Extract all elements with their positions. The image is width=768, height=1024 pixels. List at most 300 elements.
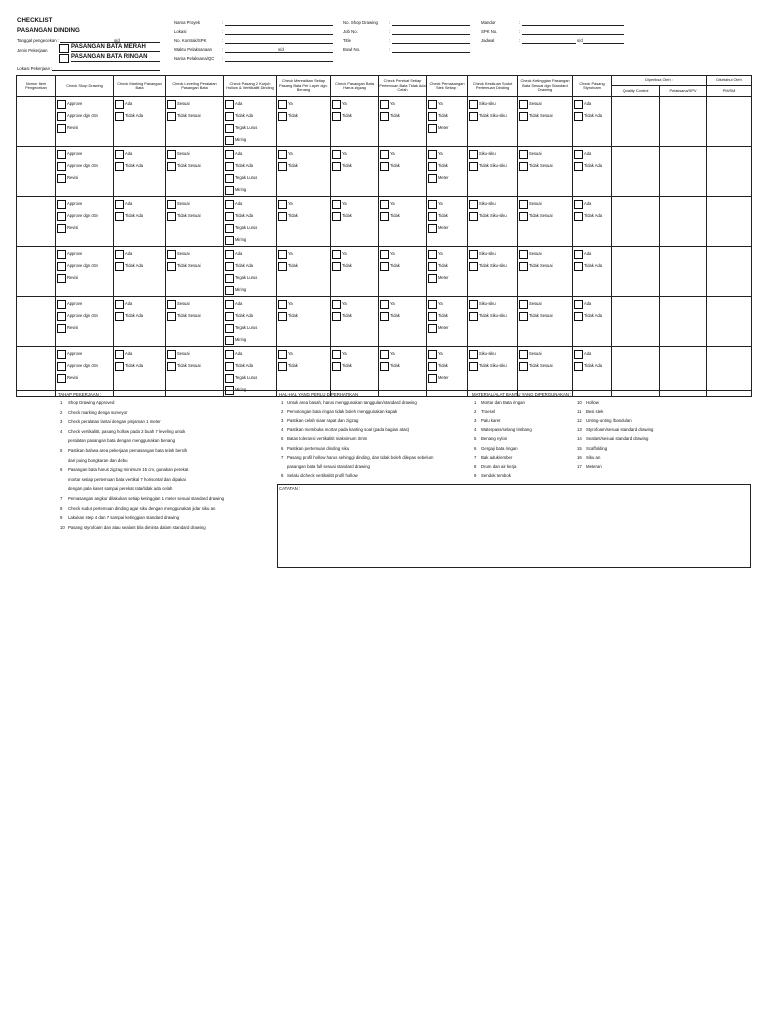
option-checkbox[interactable] bbox=[428, 300, 437, 309]
option-label: Tidak bbox=[438, 312, 448, 318]
option-checkbox[interactable] bbox=[574, 150, 583, 159]
option-checkbox[interactable] bbox=[519, 362, 528, 371]
option-checkbox[interactable] bbox=[167, 150, 176, 159]
option-checkbox[interactable] bbox=[115, 312, 124, 321]
option-checkbox[interactable] bbox=[469, 112, 478, 121]
option-checkbox[interactable] bbox=[225, 174, 234, 183]
option-checkbox[interactable] bbox=[225, 274, 234, 283]
option-checkbox[interactable] bbox=[428, 200, 437, 209]
option-checkbox[interactable] bbox=[57, 324, 66, 333]
signature-cell[interactable] bbox=[660, 147, 707, 197]
option-checkbox[interactable] bbox=[225, 212, 234, 221]
option-checkbox[interactable] bbox=[519, 312, 528, 321]
option-checkbox[interactable] bbox=[332, 250, 341, 259]
option-checkbox[interactable] bbox=[574, 212, 583, 221]
signature-cell[interactable] bbox=[707, 297, 752, 347]
option-checkbox[interactable] bbox=[278, 212, 287, 221]
option-row bbox=[469, 360, 517, 372]
option-label: Tidak Sesuai bbox=[529, 212, 553, 218]
option-checkbox[interactable] bbox=[225, 286, 234, 295]
option-checkbox[interactable] bbox=[428, 362, 437, 371]
option-row bbox=[428, 348, 467, 360]
option-checkbox[interactable] bbox=[225, 162, 234, 171]
option-checkbox[interactable] bbox=[167, 250, 176, 259]
option-checkbox[interactable] bbox=[428, 312, 437, 321]
option-label: Ya bbox=[288, 350, 293, 356]
option-row bbox=[115, 110, 165, 122]
item-number-cell[interactable] bbox=[17, 247, 56, 297]
option-checkbox[interactable] bbox=[519, 262, 528, 271]
option-checkbox[interactable] bbox=[115, 362, 124, 371]
option-checkbox[interactable] bbox=[278, 250, 287, 259]
option-label: Tidak Ada bbox=[584, 262, 603, 268]
option-row bbox=[469, 260, 517, 272]
item-number-cell[interactable] bbox=[17, 197, 56, 247]
option-checkbox[interactable] bbox=[167, 312, 176, 321]
option-checkbox[interactable] bbox=[225, 150, 234, 159]
option-checkbox[interactable] bbox=[469, 362, 478, 371]
option-checkbox[interactable] bbox=[428, 324, 437, 333]
option-label: Ya bbox=[438, 200, 443, 206]
option-row bbox=[57, 98, 113, 110]
option-row bbox=[519, 360, 572, 372]
check-cell bbox=[427, 297, 468, 347]
option-checkbox[interactable] bbox=[57, 350, 66, 359]
table-row bbox=[17, 347, 752, 397]
option-checkbox[interactable] bbox=[278, 362, 287, 371]
option-checkbox[interactable] bbox=[469, 300, 478, 309]
check-cell bbox=[468, 297, 518, 347]
option-checkbox[interactable] bbox=[380, 100, 389, 109]
option-checkbox[interactable] bbox=[278, 350, 287, 359]
option-checkbox[interactable] bbox=[225, 224, 234, 233]
option-checkbox[interactable] bbox=[574, 362, 583, 371]
option-label: Approve dgn cttn bbox=[67, 212, 98, 218]
option-checkbox[interactable] bbox=[115, 200, 124, 209]
list-item-number: 1 bbox=[60, 400, 63, 405]
item-number-cell[interactable] bbox=[17, 347, 56, 397]
check-cell bbox=[224, 197, 277, 247]
option-label: Tidak Sesuai bbox=[177, 262, 201, 268]
option-row bbox=[225, 234, 276, 246]
check-cell bbox=[114, 297, 166, 347]
option-checkbox[interactable] bbox=[225, 100, 234, 109]
option-checkbox[interactable] bbox=[380, 362, 389, 371]
signature-cell[interactable] bbox=[660, 97, 707, 147]
item-number-cell[interactable] bbox=[17, 97, 56, 147]
option-checkbox[interactable] bbox=[225, 362, 234, 371]
option-label: Approve dgn cttn bbox=[67, 312, 98, 318]
option-label: Tidak bbox=[342, 262, 352, 268]
option-label: Sesuai bbox=[529, 100, 542, 106]
list-item-text: pasangan bata full sesuai standard drawing bbox=[287, 463, 370, 469]
option-checkbox[interactable] bbox=[332, 262, 341, 271]
option-checkbox[interactable] bbox=[57, 162, 66, 171]
option-row bbox=[332, 110, 378, 122]
option-checkbox[interactable] bbox=[380, 150, 389, 159]
option-label: Tidak bbox=[390, 312, 400, 318]
item-number-cell[interactable] bbox=[17, 147, 56, 197]
option-checkbox[interactable] bbox=[428, 174, 437, 183]
check-cell bbox=[277, 347, 331, 397]
option-checkbox[interactable] bbox=[519, 212, 528, 221]
option-checkbox[interactable] bbox=[167, 350, 176, 359]
doc-title-pasangan-dinding: PASANGAN DINDING bbox=[17, 27, 80, 34]
option-checkbox[interactable] bbox=[469, 212, 478, 221]
option-checkbox[interactable] bbox=[469, 150, 478, 159]
option-checkbox[interactable] bbox=[574, 300, 583, 309]
option-checkbox[interactable] bbox=[380, 162, 389, 171]
option-label: Ya bbox=[438, 250, 443, 256]
option-checkbox[interactable] bbox=[469, 162, 478, 171]
option-checkbox[interactable] bbox=[225, 300, 234, 309]
option-row bbox=[469, 298, 517, 310]
catatan-box[interactable] bbox=[277, 484, 751, 568]
nama-pelaksana-line[interactable] bbox=[225, 61, 333, 62]
option-checkbox[interactable] bbox=[115, 300, 124, 309]
signature-cell[interactable] bbox=[707, 247, 752, 297]
nama-proyek-line[interactable] bbox=[225, 25, 333, 26]
option-row bbox=[225, 248, 276, 260]
option-checkbox[interactable] bbox=[380, 350, 389, 359]
field-shop-drawing: No. Shop Drawing bbox=[343, 20, 378, 25]
option-checkbox[interactable] bbox=[519, 350, 528, 359]
option-checkbox[interactable] bbox=[428, 350, 437, 359]
option-checkbox[interactable] bbox=[57, 150, 66, 159]
option-checkbox[interactable] bbox=[574, 112, 583, 121]
option-checkbox[interactable] bbox=[428, 162, 437, 171]
colon: : bbox=[389, 29, 391, 34]
list-item-text: Selalu dicheck vertikalitit profil hollow bbox=[287, 472, 358, 478]
option-label: Tidak Siku-siku bbox=[479, 262, 507, 268]
option-checkbox[interactable] bbox=[225, 136, 234, 145]
signature-cell[interactable] bbox=[660, 247, 707, 297]
option-checkbox[interactable] bbox=[278, 162, 287, 171]
option-checkbox[interactable] bbox=[115, 212, 124, 221]
option-checkbox[interactable] bbox=[167, 362, 176, 371]
option-checkbox[interactable] bbox=[225, 336, 234, 345]
option-row bbox=[225, 110, 276, 122]
option-label: Tidak Sesuai bbox=[177, 162, 201, 168]
option-label: Ya bbox=[288, 150, 293, 156]
mandor-line[interactable] bbox=[522, 25, 624, 26]
list-item-number: 8 bbox=[281, 472, 284, 478]
option-checkbox[interactable] bbox=[428, 100, 437, 109]
list-item-number: 17 bbox=[577, 463, 582, 469]
option-row bbox=[332, 248, 378, 260]
option-checkbox[interactable] bbox=[428, 250, 437, 259]
option-checkbox[interactable] bbox=[428, 374, 437, 383]
shop-drawing-line[interactable] bbox=[392, 25, 470, 26]
option-checkbox[interactable] bbox=[519, 150, 528, 159]
option-label: Miring bbox=[235, 186, 247, 192]
option-checkbox[interactable] bbox=[167, 300, 176, 309]
option-checkbox[interactable] bbox=[115, 350, 124, 359]
option-checkbox[interactable] bbox=[225, 324, 234, 333]
option-checkbox[interactable] bbox=[332, 200, 341, 209]
option-checkbox[interactable] bbox=[167, 212, 176, 221]
option-row bbox=[167, 148, 223, 160]
waktu-sd: s/d bbox=[278, 47, 284, 52]
option-label: Miring bbox=[235, 286, 247, 292]
jadwal-end-line[interactable] bbox=[583, 43, 624, 44]
option-label: Ya bbox=[342, 250, 347, 256]
catatan-label: CATATAN : bbox=[279, 486, 301, 491]
list-item-text: Pastikan membuka mortar pada kanting soal (pada bagian atas) bbox=[287, 427, 410, 433]
option-label: Tidak bbox=[438, 362, 448, 368]
option-label: Tidak Sesuai bbox=[529, 162, 553, 168]
option-checkbox[interactable] bbox=[225, 350, 234, 359]
lokasi-line[interactable] bbox=[225, 34, 333, 35]
option-checkbox[interactable] bbox=[332, 362, 341, 371]
option-checkbox[interactable] bbox=[574, 312, 583, 321]
option-checkbox[interactable] bbox=[519, 300, 528, 309]
option-label: Ya bbox=[390, 100, 395, 106]
option-row bbox=[57, 272, 113, 284]
option-checkbox[interactable] bbox=[225, 200, 234, 209]
option-checkbox[interactable] bbox=[469, 200, 478, 209]
option-checkbox[interactable] bbox=[167, 200, 176, 209]
option-checkbox[interactable] bbox=[380, 212, 389, 221]
option-checkbox[interactable] bbox=[519, 100, 528, 109]
option-checkbox[interactable] bbox=[57, 174, 66, 183]
option-checkbox[interactable] bbox=[332, 162, 341, 171]
option-label: Meter bbox=[438, 274, 449, 280]
option-checkbox[interactable] bbox=[115, 162, 124, 171]
option-label: Sesuai bbox=[177, 250, 190, 256]
option-checkbox[interactable] bbox=[574, 262, 583, 271]
option-checkbox[interactable] bbox=[519, 162, 528, 171]
option-checkbox[interactable] bbox=[469, 262, 478, 271]
option-checkbox[interactable] bbox=[57, 274, 66, 283]
option-checkbox[interactable] bbox=[519, 200, 528, 209]
item-number-cell[interactable] bbox=[17, 297, 56, 347]
signature-cell[interactable] bbox=[612, 97, 660, 147]
option-row bbox=[167, 110, 223, 122]
option-checkbox[interactable] bbox=[428, 150, 437, 159]
field-spk-no: SPK No. bbox=[481, 29, 498, 34]
option-checkbox[interactable] bbox=[428, 274, 437, 283]
option-checkbox[interactable] bbox=[225, 112, 234, 121]
option-checkbox[interactable] bbox=[278, 200, 287, 209]
option-checkbox[interactable] bbox=[57, 312, 66, 321]
spk-no-line[interactable] bbox=[522, 34, 624, 35]
option-checkbox[interactable] bbox=[332, 112, 341, 121]
option-checkbox[interactable] bbox=[57, 212, 66, 221]
field-lokasi: Lokasi bbox=[174, 29, 187, 34]
jenis-bata-merah-checkbox[interactable] bbox=[59, 44, 69, 53]
kontrak-line[interactable] bbox=[225, 43, 333, 44]
option-row bbox=[574, 148, 611, 160]
header-stek: Check Pemasangan Stek Setiap : bbox=[427, 76, 468, 97]
option-checkbox[interactable] bbox=[57, 124, 66, 133]
option-checkbox[interactable] bbox=[380, 250, 389, 259]
list-item-number: 9 bbox=[60, 515, 63, 521]
signature-cell[interactable] bbox=[707, 147, 752, 197]
option-checkbox[interactable] bbox=[574, 200, 583, 209]
option-checkbox[interactable] bbox=[380, 300, 389, 309]
option-row bbox=[332, 260, 378, 272]
signature-cell[interactable] bbox=[660, 297, 707, 347]
signature-cell[interactable] bbox=[660, 347, 707, 397]
check-cell bbox=[331, 297, 379, 347]
option-checkbox[interactable] bbox=[332, 350, 341, 359]
option-checkbox[interactable] bbox=[469, 100, 478, 109]
option-label: Tidak Sesuai bbox=[177, 112, 201, 118]
signature-cell[interactable] bbox=[612, 247, 660, 297]
option-checkbox[interactable] bbox=[428, 262, 437, 271]
option-label: Tidak Ada bbox=[125, 262, 144, 268]
signature-cell[interactable] bbox=[612, 197, 660, 247]
option-checkbox[interactable] bbox=[115, 112, 124, 121]
check-cell bbox=[56, 347, 114, 397]
option-checkbox[interactable] bbox=[380, 112, 389, 121]
list-item-text: Gergaji bata ringan bbox=[481, 445, 518, 451]
header-hollow: Check Pasang 2 Kurjuh Hollow & Verttikalitt Dinding bbox=[224, 76, 277, 97]
option-checkbox[interactable] bbox=[519, 112, 528, 121]
option-checkbox[interactable] bbox=[167, 112, 176, 121]
option-checkbox[interactable] bbox=[167, 100, 176, 109]
option-checkbox[interactable] bbox=[278, 100, 287, 109]
option-checkbox[interactable] bbox=[225, 262, 234, 271]
option-checkbox[interactable] bbox=[380, 200, 389, 209]
option-checkbox[interactable] bbox=[428, 224, 437, 233]
material-title: MATERIAL/ALAT BANTU YANG DIPERGUNAKAN : bbox=[472, 392, 572, 397]
check-cell bbox=[518, 197, 573, 247]
option-checkbox[interactable] bbox=[57, 224, 66, 233]
option-checkbox[interactable] bbox=[278, 112, 287, 121]
option-checkbox[interactable] bbox=[115, 100, 124, 109]
option-checkbox[interactable] bbox=[225, 312, 234, 321]
option-checkbox[interactable] bbox=[225, 374, 234, 383]
title-line[interactable] bbox=[392, 43, 470, 44]
option-checkbox[interactable] bbox=[574, 162, 583, 171]
option-label: Approve dgn cttn bbox=[67, 112, 98, 118]
option-checkbox[interactable] bbox=[115, 262, 124, 271]
option-label: Ya bbox=[288, 200, 293, 206]
check-cell bbox=[331, 347, 379, 397]
option-checkbox[interactable] bbox=[428, 112, 437, 121]
option-checkbox[interactable] bbox=[574, 250, 583, 259]
option-row bbox=[380, 160, 426, 172]
jadwal-start-line[interactable] bbox=[522, 43, 576, 44]
signature-cell[interactable] bbox=[612, 147, 660, 197]
option-checkbox[interactable] bbox=[225, 250, 234, 259]
option-label: Tidak bbox=[342, 212, 352, 218]
option-label: Tegak Lurus bbox=[235, 374, 258, 380]
option-row bbox=[574, 248, 611, 260]
option-checkbox[interactable] bbox=[278, 300, 287, 309]
option-checkbox[interactable] bbox=[57, 100, 66, 109]
option-checkbox[interactable] bbox=[574, 350, 583, 359]
option-checkbox[interactable] bbox=[278, 312, 287, 321]
option-checkbox[interactable] bbox=[167, 262, 176, 271]
option-checkbox[interactable] bbox=[167, 162, 176, 171]
signature-cell[interactable] bbox=[707, 347, 752, 397]
option-checkbox[interactable] bbox=[574, 100, 583, 109]
option-checkbox[interactable] bbox=[57, 374, 66, 383]
option-row bbox=[428, 360, 467, 372]
list-item-number: 3 bbox=[281, 418, 284, 424]
option-row bbox=[57, 348, 113, 360]
option-label: Revisi bbox=[67, 124, 79, 130]
option-label: Tidak bbox=[288, 362, 298, 368]
option-checkbox[interactable] bbox=[115, 150, 124, 159]
option-label: Tidak Sesuai bbox=[529, 262, 553, 268]
option-checkbox[interactable] bbox=[278, 262, 287, 271]
option-row bbox=[167, 298, 223, 310]
option-checkbox[interactable] bbox=[332, 300, 341, 309]
check-cell bbox=[114, 347, 166, 397]
signature-cell[interactable] bbox=[612, 347, 660, 397]
option-row bbox=[115, 260, 165, 272]
option-row bbox=[57, 210, 113, 222]
signature-cell[interactable] bbox=[612, 297, 660, 347]
option-checkbox[interactable] bbox=[57, 250, 66, 259]
signature-cell[interactable] bbox=[707, 197, 752, 247]
bowl-no-line[interactable] bbox=[392, 52, 470, 53]
option-checkbox[interactable] bbox=[469, 312, 478, 321]
option-checkbox[interactable] bbox=[225, 186, 234, 195]
option-checkbox[interactable] bbox=[428, 124, 437, 133]
option-label: Siku-siku bbox=[479, 300, 496, 306]
option-checkbox[interactable] bbox=[57, 300, 66, 309]
option-checkbox[interactable] bbox=[469, 350, 478, 359]
job-no-line[interactable] bbox=[392, 34, 470, 35]
option-checkbox[interactable] bbox=[380, 312, 389, 321]
option-checkbox[interactable] bbox=[332, 150, 341, 159]
list-item-text: Drum dan air kerja bbox=[481, 463, 517, 469]
lokasi-pekerjaan-line[interactable] bbox=[52, 70, 160, 71]
tanggal-label: Tanggal pengecekan : bbox=[17, 38, 60, 43]
option-checkbox[interactable] bbox=[225, 124, 234, 133]
option-checkbox[interactable] bbox=[332, 100, 341, 109]
option-checkbox[interactable] bbox=[469, 250, 478, 259]
option-row bbox=[225, 372, 276, 384]
option-row bbox=[469, 160, 517, 172]
option-checkbox[interactable] bbox=[428, 212, 437, 221]
option-checkbox[interactable] bbox=[225, 236, 234, 245]
option-label: Sesuai bbox=[529, 200, 542, 206]
option-checkbox[interactable] bbox=[519, 250, 528, 259]
option-checkbox[interactable] bbox=[57, 200, 66, 209]
option-label: Tidak bbox=[288, 262, 298, 268]
jenis-bata-ringan-checkbox[interactable] bbox=[59, 54, 69, 63]
option-checkbox[interactable] bbox=[57, 362, 66, 371]
colon: : bbox=[389, 20, 391, 25]
check-cell bbox=[379, 97, 427, 147]
option-label: Sesuai bbox=[529, 250, 542, 256]
option-checkbox[interactable] bbox=[380, 262, 389, 271]
list-item-number: 3 bbox=[474, 418, 477, 424]
waktu-line[interactable] bbox=[225, 52, 333, 53]
option-row bbox=[469, 98, 517, 110]
option-checkbox[interactable] bbox=[57, 262, 66, 271]
option-row bbox=[380, 98, 426, 110]
option-label: Ada bbox=[125, 100, 133, 106]
option-checkbox[interactable] bbox=[57, 112, 66, 121]
option-checkbox[interactable] bbox=[115, 250, 124, 259]
signature-cell[interactable] bbox=[707, 97, 752, 147]
option-checkbox[interactable] bbox=[332, 312, 341, 321]
list-item-number: 13 bbox=[577, 427, 582, 433]
option-checkbox[interactable] bbox=[332, 212, 341, 221]
header-diketahui: Diketahui Oleh bbox=[707, 76, 752, 86]
option-row bbox=[519, 110, 572, 122]
option-checkbox[interactable] bbox=[278, 150, 287, 159]
signature-cell[interactable] bbox=[660, 197, 707, 247]
tanggal-start-line[interactable] bbox=[60, 42, 160, 43]
